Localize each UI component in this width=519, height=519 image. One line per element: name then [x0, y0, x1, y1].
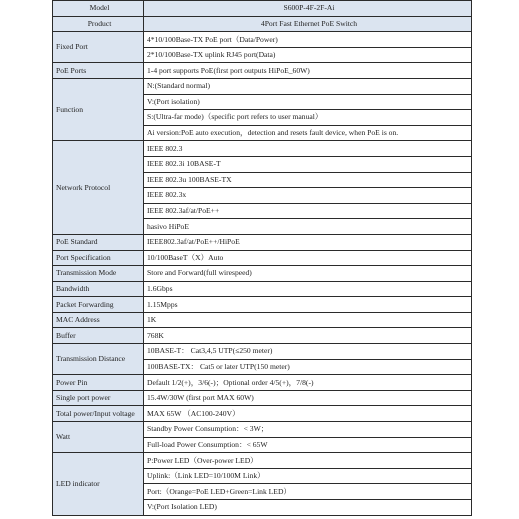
- spec-value: IEEE 802.3: [144, 141, 472, 157]
- table-row: [53, 266, 472, 282]
- product-value: 4Port Fast Ethernet PoE Switch: [144, 16, 472, 32]
- table-row: [53, 344, 472, 360]
- spec-value: 768K: [144, 328, 472, 344]
- spec-value: 10BASE-T： Cat3,4,5 UTP(≤250 meter): [144, 344, 472, 360]
- spec-value: Uplink:（Link LED=10/100M Link）: [144, 468, 472, 484]
- model-value: S600P-4F-2F-Ai: [144, 1, 472, 17]
- spec-label: Port Specification: [53, 250, 144, 266]
- spec-label: Watt: [53, 422, 144, 453]
- spec-label: Buffer: [53, 328, 144, 344]
- table-row: [53, 78, 472, 94]
- spec-value: IEEE 802.3i 10BASE-T: [144, 156, 472, 172]
- table-row: [53, 312, 472, 328]
- spec-value: 15.4W/30W (first port MAX 60W): [144, 390, 472, 406]
- spec-value: 2*10/100Base-TX uplink RJ45 port(Data): [144, 47, 472, 63]
- spec-table: [52, 0, 472, 516]
- spec-value: S:(Ultra-far mode)（specific port refers to user manual）: [144, 110, 472, 126]
- spec-value: IEEE 802.3af/at/PoE++: [144, 203, 472, 219]
- spec-value: Full-load Power Consumption：< 65W: [144, 437, 472, 453]
- spec-label: Total power/Input voltage: [53, 406, 144, 422]
- table-row: [53, 406, 472, 422]
- spec-value: Port:（Orange=PoE LED+Green=Link LED）: [144, 484, 472, 500]
- spec-value: V:(Port Isolation LED): [144, 500, 472, 516]
- table-row: [53, 375, 472, 391]
- spec-label: Network Protocol: [53, 141, 144, 235]
- spec-label: Power Pin: [53, 375, 144, 391]
- table-row: [53, 281, 472, 297]
- spec-label: MAC Address: [53, 312, 144, 328]
- spec-value: IEEE802.3af/at/PoE++/HiPoE: [144, 234, 472, 250]
- product-label: Product: [53, 16, 144, 32]
- spec-label: PoE Ports: [53, 63, 144, 79]
- spec-value: 10/100BaseT（X）Auto: [144, 250, 472, 266]
- spec-label: Fixed Port: [53, 32, 144, 63]
- spec-value: Standby Power Consumption：< 3W；: [144, 422, 472, 438]
- spec-value: Ai version:PoE auto execution，detection and resets fault device, when PoE is on.: [144, 125, 472, 141]
- spec-value: hasivo HiPoE: [144, 219, 472, 235]
- table-row: [53, 328, 472, 344]
- spec-value: IEEE 802.3u 100BASE-TX: [144, 172, 472, 188]
- spec-value: 1.6Gbps: [144, 281, 472, 297]
- header-label: Model: [53, 1, 144, 17]
- table-row: [53, 390, 472, 406]
- table-row: [53, 250, 472, 266]
- spec-value: IEEE 802.3x: [144, 188, 472, 204]
- spec-value: 1K: [144, 312, 472, 328]
- spec-sheet: [52, 0, 472, 516]
- table-row: [53, 234, 472, 250]
- table-row: [53, 32, 472, 48]
- spec-value: N:(Standard normal): [144, 78, 472, 94]
- spec-value: 1-4 port supports PoE(first port outputs HiPoE_60W): [144, 63, 472, 79]
- spec-label: Packet Forwarding: [53, 297, 144, 313]
- spec-value: 1.15Mpps: [144, 297, 472, 313]
- spec-value: Default 1/2(+)，3/6(-)；Optional order 4/5(+)，7/8(-): [144, 375, 472, 391]
- spec-value: Store and Forward(full wirespeed): [144, 266, 472, 282]
- spec-label: Function: [53, 78, 144, 140]
- spec-value: P:Power LED（Over-power LED）: [144, 453, 472, 469]
- spec-label: Bandwidth: [53, 281, 144, 297]
- spec-label: LED indicator: [53, 453, 144, 515]
- product-row: [53, 16, 472, 32]
- spec-label: PoE Standard: [53, 234, 144, 250]
- table-row: [53, 453, 472, 469]
- table-row: [53, 422, 472, 438]
- spec-value: V:(Port isolation): [144, 94, 472, 110]
- spec-value: 4*10/100Base-TX PoE port（Data/Power): [144, 32, 472, 48]
- table-row: [53, 141, 472, 157]
- spec-value: MAX 65W （AC100-240V）: [144, 406, 472, 422]
- spec-label: Transmission Mode: [53, 266, 144, 282]
- table-row: [53, 63, 472, 79]
- header-row: [53, 1, 472, 17]
- spec-label: Single port power: [53, 390, 144, 406]
- spec-value: 100BASE-TX： Cat5 or later UTP(150 meter): [144, 359, 472, 375]
- spec-label: Transmission Distance: [53, 344, 144, 375]
- table-row: [53, 297, 472, 313]
